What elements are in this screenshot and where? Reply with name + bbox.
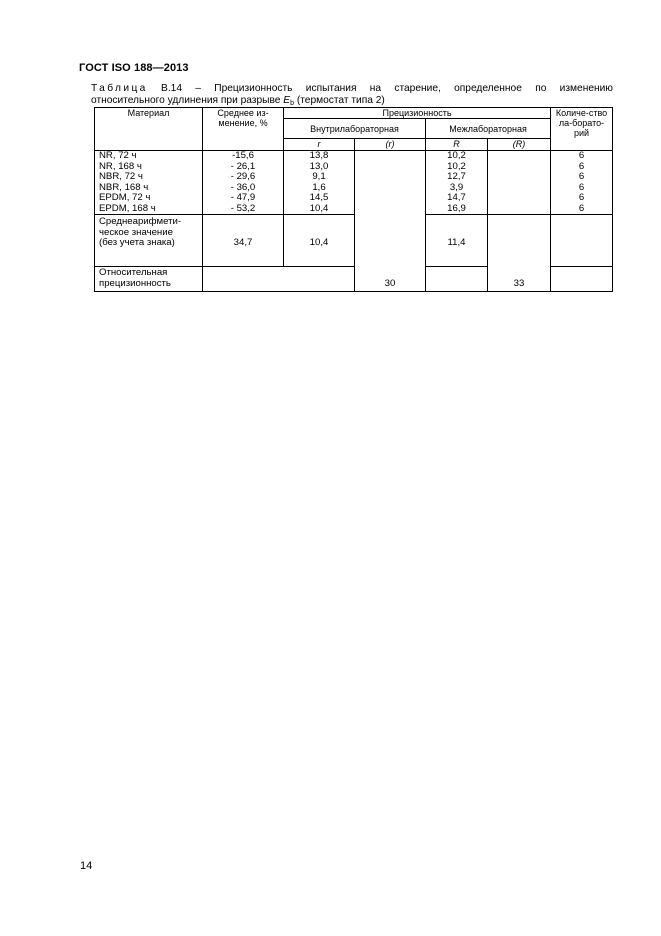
average-label-line: Среднеарифмети- [99, 216, 182, 227]
table-row [95, 151, 613, 162]
cell-mean: - 36,0 [203, 183, 284, 194]
caption-word: определенное [454, 83, 522, 94]
cell-labs: 6 [551, 183, 613, 194]
caption-word: испытания [305, 83, 357, 94]
cell-r: 9,1 [284, 172, 355, 183]
cell-labs: 6 [551, 151, 613, 162]
relative-r: 30 [355, 215, 426, 292]
cell-labs: 6 [551, 204, 613, 215]
relative-empty-cell [203, 267, 355, 292]
cell-r: 13,8 [284, 151, 355, 162]
cell-mean: -15,6 [203, 151, 284, 162]
table-caption [91, 83, 613, 109]
cell-material: NBR, 168 ч [95, 183, 203, 194]
average-labs-empty [551, 215, 613, 267]
caption-line2-suffix: (термостат типа 2) [296, 94, 385, 106]
cell-R: 14,7 [426, 193, 488, 204]
caption-word: Прецизионность [214, 83, 293, 94]
cell-material: NR, 168 ч [95, 162, 203, 173]
cell-r-relative-empty [355, 151, 426, 215]
cell-mean: - 53,2 [203, 204, 284, 215]
average-row [95, 215, 613, 267]
cell-R: 3,9 [426, 183, 488, 194]
average-mean: 34,7 [203, 215, 284, 267]
caption-dash: – [195, 83, 201, 94]
caption-label: Таблица [91, 83, 148, 94]
relative-label-line: Относительная [99, 267, 168, 278]
page-number: 14 [80, 860, 93, 872]
cell-R: 10,2 [426, 162, 488, 173]
cell-R: 12,7 [426, 172, 488, 183]
cell-material: NR, 72 ч [95, 151, 203, 162]
header-material: Материал [95, 108, 203, 151]
average-label-line: ческое значение [99, 226, 173, 238]
header-r-relative: (r) [355, 139, 426, 151]
cell-mean: - 29,6 [203, 172, 284, 183]
caption-word: старение, [394, 83, 441, 94]
header-precision: Прецизионность [284, 108, 551, 119]
symbol-subscript: b [290, 99, 294, 107]
cell-mean: - 26,1 [203, 162, 284, 173]
relative-label [95, 267, 203, 292]
relative-label-line: прецизионность [99, 277, 171, 289]
average-label [95, 215, 203, 267]
relative-empty-cell [551, 267, 613, 292]
header-r: r [284, 139, 355, 151]
cell-R: 16,9 [426, 204, 488, 215]
caption-number: В.14 [161, 83, 183, 94]
relative-empty-cell [426, 267, 488, 292]
precision-table [94, 107, 613, 292]
cell-R-relative-empty [488, 151, 551, 215]
caption-line-1 [91, 83, 613, 95]
caption-word: изменению [559, 83, 613, 94]
cell-labs: 6 [551, 162, 613, 173]
header-mean-change: Среднее из-менение, % [203, 108, 284, 151]
caption-word: на [369, 83, 382, 94]
document-header: ГОСТ ISO 188—2013 [79, 62, 189, 74]
relative-R: 33 [488, 215, 551, 292]
cell-r: 13,0 [284, 162, 355, 173]
symbol-letter: E [283, 94, 291, 106]
average-R: 11,4 [426, 215, 488, 267]
header-R: R [426, 139, 488, 151]
average-label-line: (без учета знака) [99, 237, 175, 248]
cell-r: 14,5 [284, 193, 355, 204]
cell-material: EPDM, 168 ч [95, 204, 203, 215]
elongation-symbol [283, 95, 294, 106]
cell-r: 1,6 [284, 183, 355, 194]
cell-labs: 6 [551, 172, 613, 183]
header-R-relative: (R) [488, 139, 551, 151]
cell-material: EPDM, 72 ч [95, 193, 203, 204]
cell-material: NBR, 72 ч [95, 172, 203, 183]
cell-mean: - 47,9 [203, 193, 284, 204]
cell-r: 10,4 [284, 204, 355, 215]
caption-line2-prefix: относительного удлинения при разрыве [91, 94, 281, 106]
caption-word: по [535, 83, 547, 94]
header-interlab: Межлабораторная [426, 119, 551, 139]
header-intralab: Внутрилабораторная [284, 119, 426, 139]
cell-R: 10,2 [426, 151, 488, 162]
header-labs-count: Количе-ство ла-борато-рий [551, 108, 613, 151]
average-r: 10,4 [284, 215, 355, 267]
cell-labs: 6 [551, 193, 613, 204]
